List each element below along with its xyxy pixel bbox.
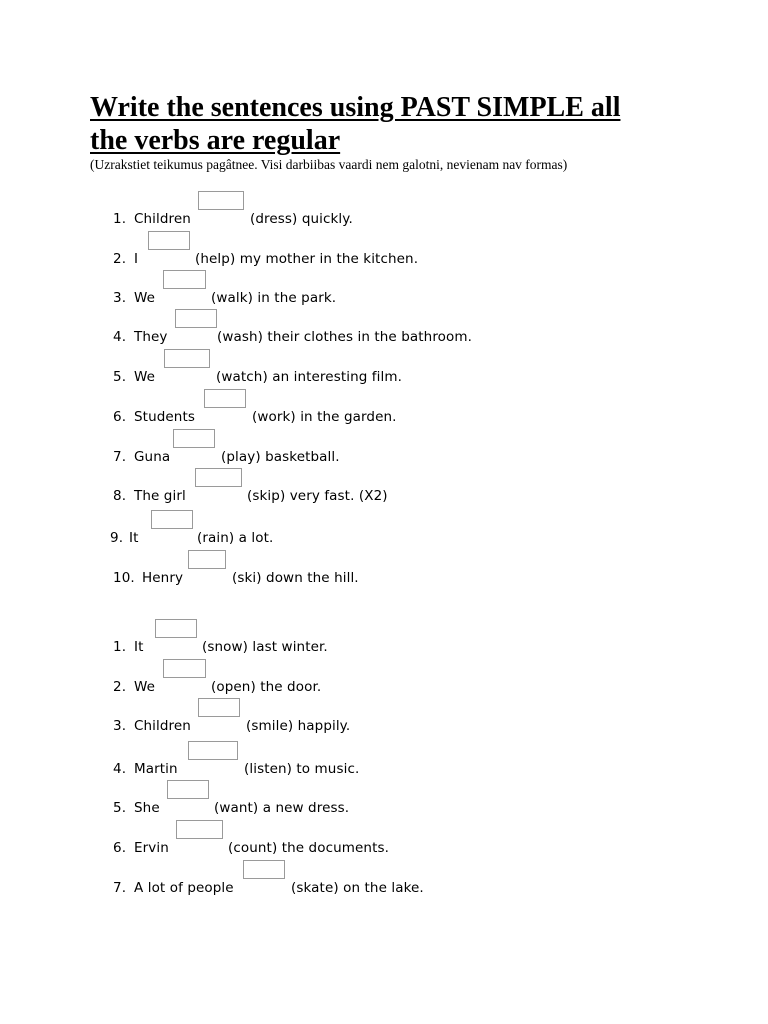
item-subject: The girl (134, 488, 186, 504)
worksheet-title (90, 91, 690, 157)
item-rest: (want) a new dress. (214, 800, 350, 816)
answer-box[interactable] (204, 389, 246, 408)
answer-box[interactable] (198, 191, 244, 210)
item-number: 3. (113, 290, 127, 306)
item-subject: We (134, 369, 156, 385)
item-subject: Guna (134, 449, 171, 465)
answer-box[interactable] (155, 619, 197, 638)
answer-box[interactable] (164, 349, 210, 368)
answer-box[interactable] (243, 860, 285, 879)
item-number: 7. (113, 880, 127, 896)
item-number: 6. (113, 840, 127, 856)
answer-box[interactable] (188, 741, 238, 760)
item-number: 7. (113, 449, 127, 465)
title-line-1: Write the sentences using PAST SIMPLE all (90, 92, 621, 123)
item-rest: (snow) last winter. (202, 639, 328, 655)
item-rest: (play) basketball. (221, 449, 340, 465)
answer-box[interactable] (173, 429, 215, 448)
item-number: 5. (113, 800, 127, 816)
item-subject: Ervin (134, 840, 169, 856)
answer-box[interactable] (163, 270, 206, 289)
answer-box[interactable] (175, 309, 217, 328)
answer-box[interactable] (198, 698, 240, 717)
item-number: 2. (113, 251, 127, 267)
item-subject: Children (134, 718, 191, 734)
answer-box[interactable] (176, 820, 223, 839)
answer-box[interactable] (148, 231, 190, 250)
item-subject: A lot of people (134, 880, 234, 896)
item-number: 9. (110, 530, 124, 546)
title-line-2: the verbs are regular (90, 125, 341, 156)
item-rest: (skate) on the lake. (291, 880, 424, 896)
item-rest: (listen) to music. (244, 761, 360, 777)
item-subject: We (134, 290, 156, 306)
item-rest: (open) the door. (211, 679, 322, 695)
item-number: 2. (113, 679, 127, 695)
item-rest: (work) in the garden. (252, 409, 397, 425)
item-number: 5. (113, 369, 127, 385)
item-number: 4. (113, 761, 127, 777)
item-rest: (count) the documents. (228, 840, 389, 856)
item-subject: Martin (134, 761, 178, 777)
answer-box[interactable] (167, 780, 209, 799)
item-number: 6. (113, 409, 127, 425)
item-number: 10. (113, 570, 135, 586)
item-subject: It (129, 530, 139, 546)
item-rest: (wash) their clothes in the bathroom. (217, 329, 473, 345)
item-rest: (watch) an interesting film. (216, 369, 402, 385)
item-subject: We (134, 679, 156, 695)
item-number: 8. (113, 488, 127, 504)
item-subject: Henry (142, 570, 184, 586)
instructions-subtitle: (Uzrakstiet teikumus pagâtnee. Visi darbiibas vaardi nem galotni, nevienam nav formas) (90, 157, 568, 172)
item-number: 3. (113, 718, 127, 734)
item-subject: Students (134, 409, 195, 425)
item-rest: (ski) down the hill. (232, 570, 359, 586)
item-subject: It (134, 639, 144, 655)
item-subject: They (134, 329, 168, 345)
item-subject: I (134, 251, 139, 267)
item-rest: (dress) quickly. (250, 211, 353, 227)
item-rest: (skip) very fast. (X2) (247, 488, 388, 504)
item-number: 1. (113, 211, 127, 227)
item-rest: (rain) a lot. (197, 530, 274, 546)
answer-box[interactable] (188, 550, 226, 569)
item-number: 1. (113, 639, 127, 655)
answer-box[interactable] (195, 468, 242, 487)
item-number: 4. (113, 329, 127, 345)
item-rest: (help) my mother in the kitchen. (195, 251, 419, 267)
item-rest: (smile) happily. (246, 718, 351, 734)
answer-box[interactable] (163, 659, 206, 678)
answer-box[interactable] (151, 510, 193, 529)
item-rest: (walk) in the park. (211, 290, 337, 306)
item-subject: Children (134, 211, 191, 227)
item-subject: She (134, 800, 160, 816)
